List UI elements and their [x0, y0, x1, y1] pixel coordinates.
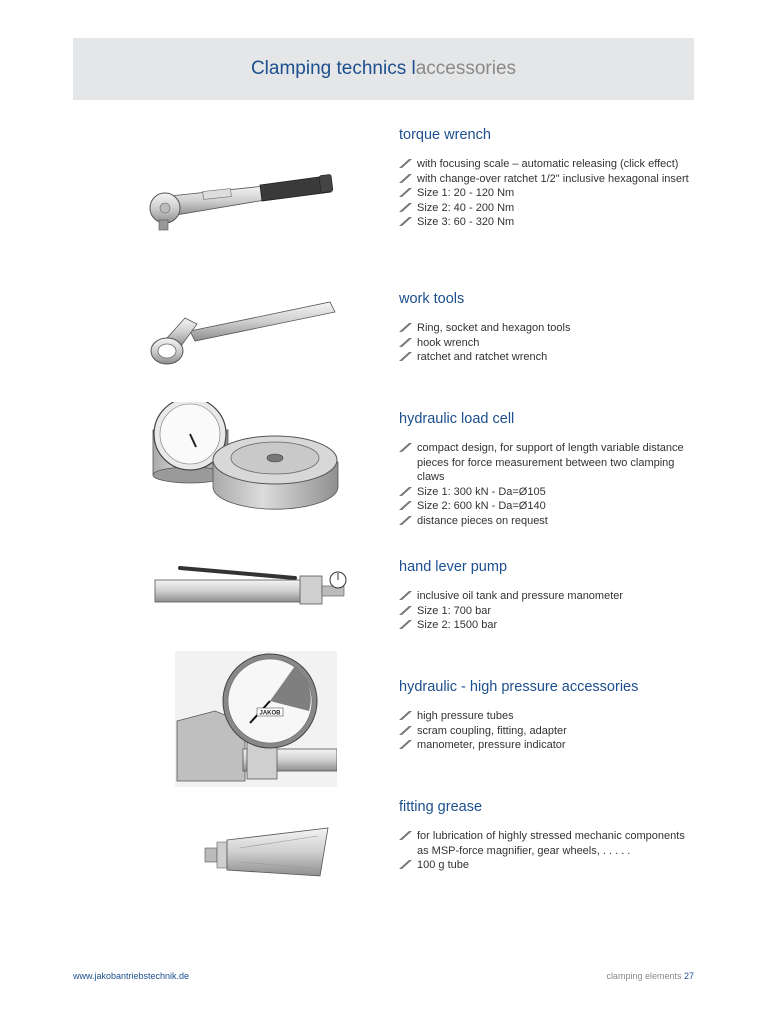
bullet-icon	[399, 620, 412, 630]
torque-wrench-illustration	[145, 168, 345, 238]
bullet-icon	[399, 711, 412, 721]
list-item: compact design, for support of length variable distance pieces for force measurement between two clamping claws	[399, 441, 699, 485]
list-item: Size 2: 1500 bar	[399, 618, 699, 633]
section-work-tools	[399, 291, 699, 365]
list-item: Size 2: 40 - 200 Nm	[399, 201, 699, 216]
list-item: inclusive oil tank and pressure manometer	[399, 589, 699, 604]
list-item: Size 2: 600 kN - Da=Ø140	[399, 499, 699, 514]
website-link[interactable]: www.jakobantriebstechnik.de	[73, 971, 190, 981]
list-item: distance pieces on request	[399, 514, 699, 529]
section-title: fitting grease	[399, 799, 483, 815]
bullet-icon	[399, 174, 412, 184]
bullet-icon	[399, 352, 412, 362]
section-high-pressure-accessories	[399, 679, 699, 753]
section-hand-lever-pump	[399, 559, 699, 633]
list-item: for lubrication of highly stressed mechanic components as MSP-force magnifier, gear wheels, . . . . .	[399, 829, 699, 858]
section-torque-wrench	[399, 127, 699, 230]
bullet-icon	[399, 606, 412, 616]
list-item: with focusing scale – automatic releasing (click effect)	[399, 157, 699, 172]
bullet-icon	[399, 860, 412, 870]
section-hydraulic-load-cell	[399, 411, 699, 529]
work-tools-illustration	[145, 296, 340, 371]
section-title: work tools	[399, 291, 465, 307]
bullet-icon	[399, 338, 412, 348]
bullet-icon	[399, 501, 412, 511]
bullet-icon	[399, 188, 412, 198]
list-item: Ring, socket and hexagon tools	[399, 321, 699, 336]
section-fitting-grease	[399, 799, 699, 873]
bullet-icon	[399, 740, 412, 750]
section-title: torque wrench	[399, 127, 491, 143]
pressure-gauge-illustration	[175, 651, 337, 787]
hand-lever-pump-illustration	[150, 558, 350, 613]
load-cell-illustration	[148, 402, 348, 518]
gauge-logo: JAKOB	[259, 710, 281, 717]
bullet-icon	[399, 831, 412, 841]
bullet-icon	[399, 217, 412, 227]
list-item: hook wrench	[399, 336, 699, 351]
bullet-icon	[399, 516, 412, 526]
bullet-icon	[399, 443, 412, 453]
bullet-icon	[399, 203, 412, 213]
section-title: hand lever pump	[399, 559, 508, 575]
page-footer	[606, 971, 694, 981]
list-item: Size 1: 700 bar	[399, 604, 699, 619]
page-number: 27	[683, 971, 694, 981]
header-title: Clamping technics l	[250, 58, 416, 79]
bullet-icon	[399, 487, 412, 497]
list-item: Size 3: 60 - 320 Nm	[399, 215, 699, 230]
footer-label: clamping elements	[606, 971, 684, 981]
bullet-icon	[399, 323, 412, 333]
section-title: hydraulic - high pressure accessories	[399, 679, 639, 695]
section-title: hydraulic load cell	[399, 411, 515, 427]
header-subtitle: accessories	[415, 58, 517, 79]
list-item: Size 1: 20 - 120 Nm	[399, 186, 699, 201]
list-item: Size 1: 300 kN - Da=Ø105	[399, 485, 699, 500]
list-item: scram coupling, fitting, adapter	[399, 724, 699, 739]
bullet-icon	[399, 726, 412, 736]
list-item: with change-over ratchet 1/2" inclusive hexagonal insert	[399, 172, 699, 187]
bullet-icon	[399, 591, 412, 601]
grease-tube-illustration	[200, 826, 335, 881]
list-item: manometer, pressure indicator	[399, 738, 699, 753]
list-item: high pressure tubes	[399, 709, 699, 724]
list-item: 100 g tube	[399, 858, 699, 873]
list-item: ratchet and ratchet wrench	[399, 350, 699, 365]
bullet-icon	[399, 159, 412, 169]
page-header	[73, 38, 694, 100]
